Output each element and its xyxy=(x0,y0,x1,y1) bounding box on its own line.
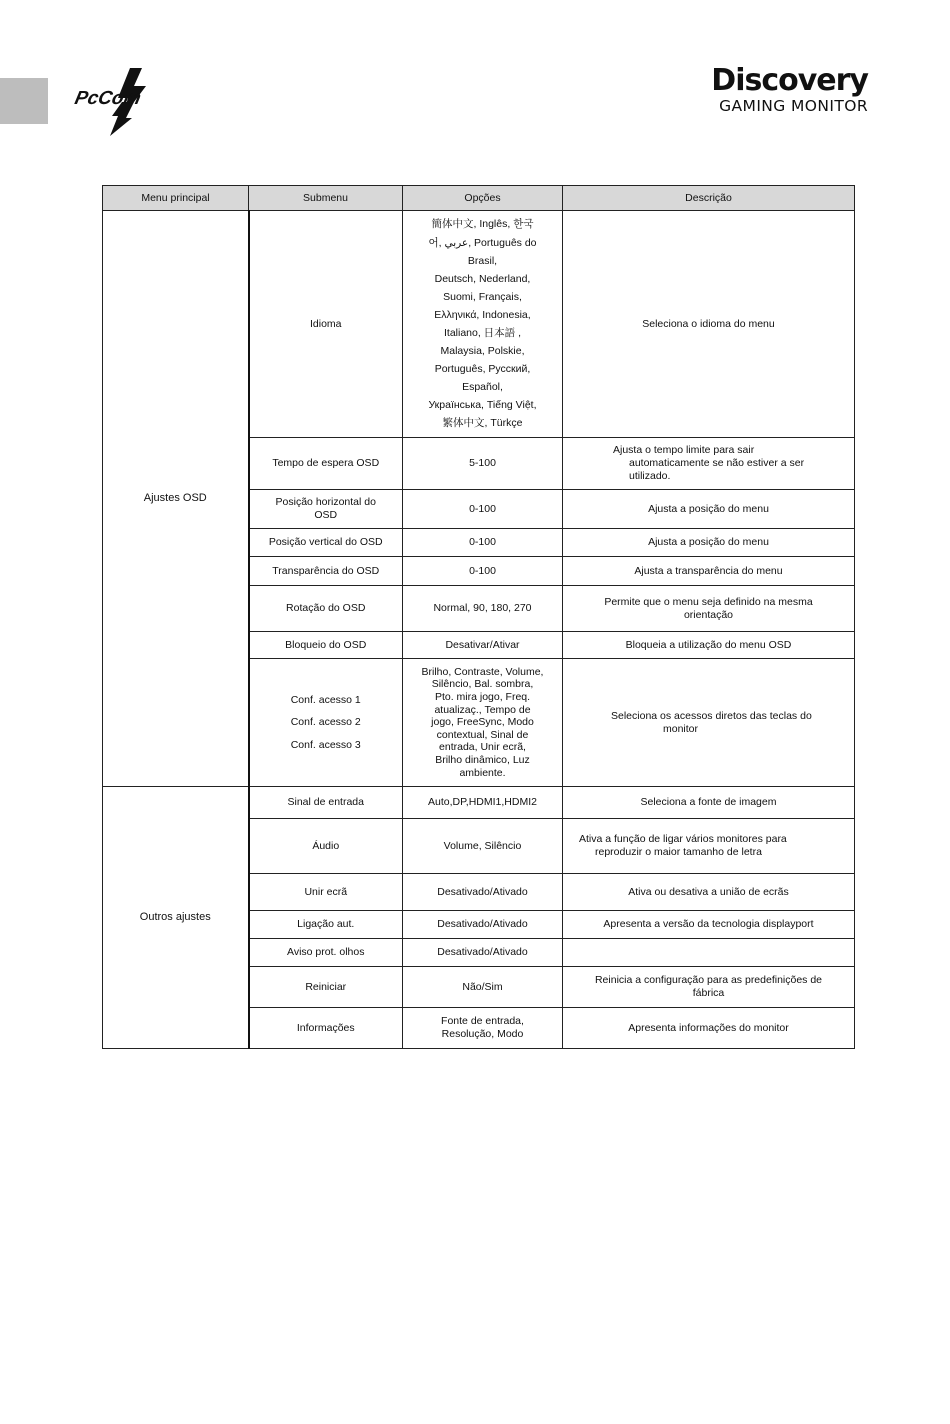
options-auto-connect: Desativado/Ativado xyxy=(403,911,563,939)
osd-menu-table xyxy=(102,185,855,1049)
brand-subtitle: GAMING MONITOR xyxy=(719,97,868,115)
submenu-osd-horizontal-position: Posição horizontal do OSD xyxy=(249,490,403,529)
description-osd-timeout: Ajusta o tempo limite para sair automaticamente se não estiver a ser utilizado. xyxy=(563,438,855,490)
main-menu-other-settings: Outros ajustes xyxy=(103,787,249,1049)
submenu-eye-protection-warning: Aviso prot. olhos xyxy=(249,939,403,967)
options-osd-horizontal-position: 0-100 xyxy=(403,490,563,529)
col-header-main-menu: Menu principal xyxy=(103,186,249,211)
options-input-signal: Auto,DP,HDMI1,HDMI2 xyxy=(403,787,563,819)
options-information: Fonte de entrada, Resolução, Modo xyxy=(403,1008,563,1049)
description-eye-protection-warning xyxy=(563,939,855,967)
submenu-screen-join: Unir ecrã xyxy=(249,874,403,911)
description-osd-lock: Bloqueia a utilização do menu OSD xyxy=(563,632,855,659)
options-osd-transparency: 0-100 xyxy=(403,557,563,586)
discovery-brand xyxy=(711,64,868,115)
table-header-row xyxy=(103,186,855,211)
submenu-auto-connect: Ligação aut. xyxy=(249,911,403,939)
submenu-audio: Áudio xyxy=(249,819,403,874)
description-osd-transparency: Ajusta a transparência do menu xyxy=(563,557,855,586)
description-language: Seleciona o idioma do menu xyxy=(563,211,855,438)
description-information: Apresenta informações do monitor xyxy=(563,1008,855,1049)
description-osd-horizontal-position: Ajusta a posição do menu xyxy=(563,490,855,529)
submenu-information: Informações xyxy=(249,1008,403,1049)
description-input-signal: Seleciona a fonte de imagem xyxy=(563,787,855,819)
submenu-input-signal: Sinal de entrada xyxy=(249,787,403,819)
description-auto-connect: Apresenta a versão da tecnologia displayport xyxy=(563,911,855,939)
submenu-language: Idioma xyxy=(249,211,403,438)
submenu-osd-timeout: Tempo de espera OSD xyxy=(249,438,403,490)
options-osd-timeout: 5-100 xyxy=(403,438,563,490)
submenu-reset: Reiniciar xyxy=(249,967,403,1008)
options-reset: Não/Sim xyxy=(403,967,563,1008)
options-osd-rotation: Normal, 90, 180, 270 xyxy=(403,586,563,632)
description-audio: Ativa a função de ligar vários monitores para reproduzir o maior tamanho de letra xyxy=(563,819,855,874)
description-shortcut-keys: Seleciona os acessos diretos das teclas do monitor xyxy=(563,659,855,787)
options-osd-lock: Desativar/Ativar xyxy=(403,632,563,659)
table-row xyxy=(103,787,855,819)
options-audio: Volume, Silêncio xyxy=(403,819,563,874)
description-osd-rotation: Permite que o menu seja definido na mesma orientação xyxy=(563,586,855,632)
main-menu-osd-settings: Ajustes OSD xyxy=(103,211,249,787)
col-header-options: Opções xyxy=(403,186,563,211)
col-header-submenu: Submenu xyxy=(249,186,403,211)
submenu-osd-vertical-position: Posição vertical do OSD xyxy=(249,529,403,557)
brand-title: Discovery xyxy=(711,63,868,98)
page-side-tab xyxy=(0,78,48,124)
description-osd-vertical-position: Ajusta a posição do menu xyxy=(563,529,855,557)
col-header-description: Descrição xyxy=(563,186,855,211)
options-screen-join: Desativado/Ativado xyxy=(403,874,563,911)
description-screen-join: Ativa ou desativa a união de ecrãs xyxy=(563,874,855,911)
pccom-logo-image xyxy=(72,66,176,136)
submenu-osd-rotation: Rotação do OSD xyxy=(249,586,403,632)
submenu-osd-transparency: Transparência do OSD xyxy=(249,557,403,586)
submenu-shortcut-keys: Conf. acesso 1 Conf. acesso 2 Conf. acesso 3 xyxy=(249,659,403,787)
submenu-osd-lock: Bloqueio do OSD xyxy=(249,632,403,659)
options-shortcut-keys: Brilho, Contraste, Volume, Silêncio, Bal. sombra, Pto. mira jogo, Freq. atualizaç., Tempo de jogo, FreeSync, Modo contextual, Sinal de entrada, Unir ecrã, Brilho dinâmico, Luz ambiente. xyxy=(403,659,563,787)
pccom-logo xyxy=(72,66,176,136)
description-reset: Reinicia a configuração para as predefinições de fábrica xyxy=(563,967,855,1008)
options-eye-protection-warning: Desativado/Ativado xyxy=(403,939,563,967)
table-row xyxy=(103,211,855,438)
options-osd-vertical-position: 0-100 xyxy=(403,529,563,557)
svg-text:PcCom: PcCom xyxy=(72,88,143,109)
options-language: 簡体中文, Inglês, 한국 어, عربي, Português do Brasil, Deutsch, Nederland, Suomi, Français, Ελληνικά, Indonesia, Italiano, 日本語 , Malaysia, Polskie, Português, Русский, Español, Українська, Tiếng Việt, 繁体中文, Türkçe xyxy=(403,211,563,438)
